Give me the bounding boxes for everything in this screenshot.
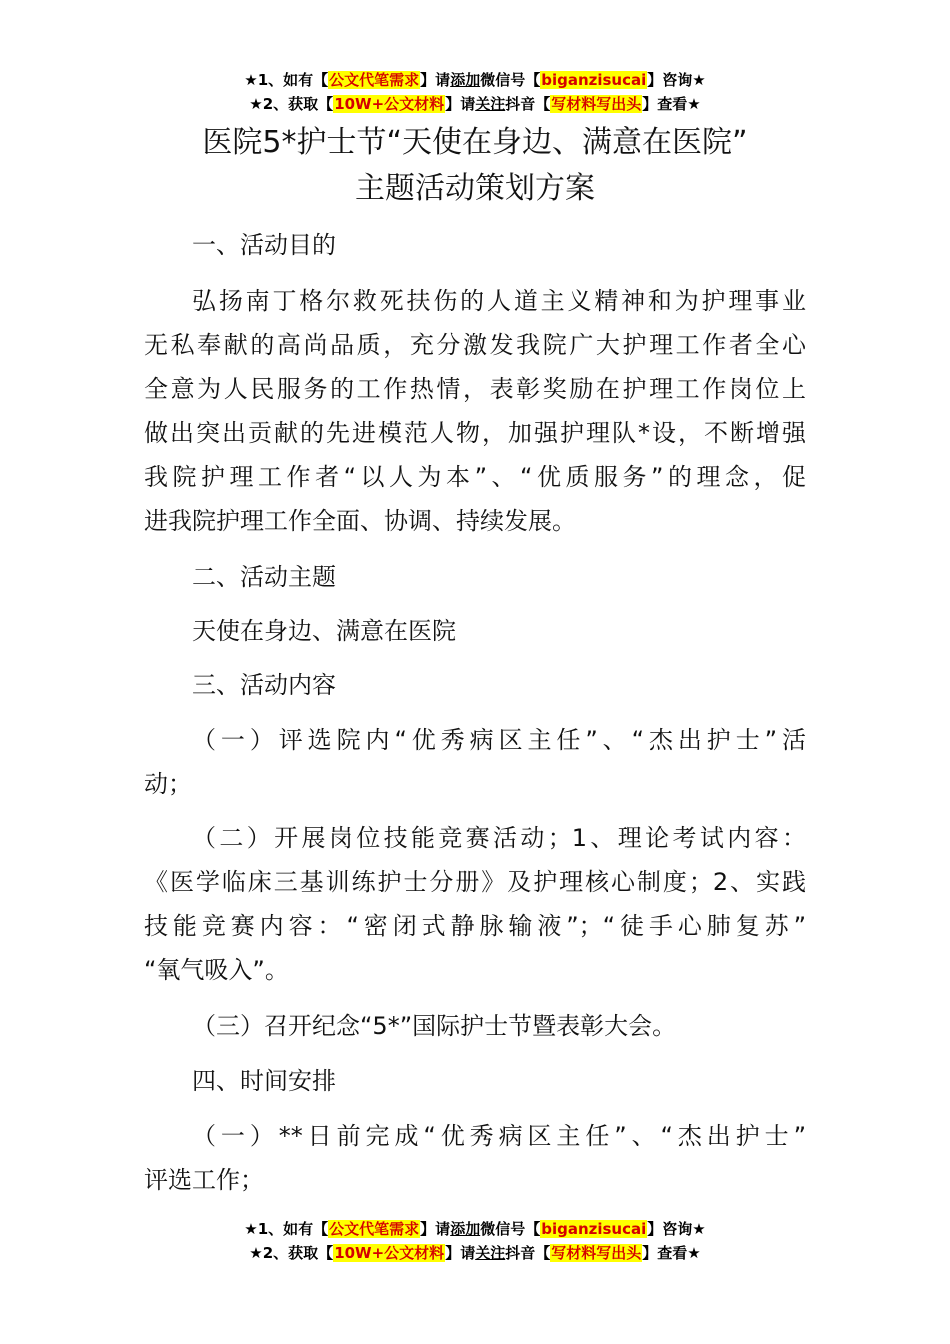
promo-banner-bottom [0,1217,950,1265]
promo-highlight: biganzisucai [541,71,647,89]
theme-text: 天使在身边、满意在医院 [192,617,456,645]
promo-highlight: 公文代笔需求 [329,1220,420,1238]
paragraph-line: “氧气吸入”。 [144,956,289,984]
section-heading-schedule: 四、时间安排 [192,1067,336,1095]
promo-text: 】请 [420,1220,451,1238]
paragraph-line: 技能竞赛内容：“密闭式静脉输液”；“徒手心肺复苏” [144,912,806,940]
promo-text: 】请 [420,71,451,89]
promo-highlight: 10W+公文材料 [334,1244,445,1262]
promo-highlight: 10W+公文材料 [334,95,445,113]
promo-underlined: 关注 [475,95,506,113]
promo-highlight: 写材料写出头 [551,1244,642,1262]
promo-text: 】请 [445,95,476,113]
promo-highlight: biganzisucai [541,1220,647,1238]
paragraph-line: 无私奉献的高尚品质，充分激发我院广大护理工作者全心 [144,331,806,359]
document-title-line-1: 医院5*护士节“天使在身边、满意在医院” [202,125,748,160]
promo-line-2 [0,92,950,116]
promo-text: 微信号【 [480,71,541,89]
paragraph-line: 全意为人民服务的工作热情，表彰奖励在护理工作岗位上 [144,375,806,403]
promo-highlight: 写材料写出头 [551,95,642,113]
promo-line-2 [0,1241,950,1265]
paragraph-line: 做出突出贡献的先进模范人物，加强护理队*设，不断增强 [144,419,806,447]
promo-text: 】查看★ [642,95,701,113]
promo-line-1 [0,68,950,92]
paragraph-line: 弘扬南丁格尔救死扶伤的人道主义精神和为护理事业 [192,287,806,315]
paragraph-line: （二）开展岗位技能竞赛活动；1、理论考试内容： [192,824,806,852]
promo-text: ★1、如有【 [244,71,329,89]
paragraph-line: （一）**日前完成“优秀病区主任”、“杰出护士” [192,1122,806,1150]
promo-text: 抖音【 [505,95,551,113]
paragraph-line: 《医学临床三基训练护士分册》及护理核心制度；2、实践 [144,868,806,896]
promo-text: 微信号【 [480,1220,541,1238]
promo-highlight: 公文代笔需求 [329,71,420,89]
promo-text: 抖音【 [505,1244,551,1262]
content-item-1 [144,718,806,806]
promo-text: ★1、如有【 [244,1220,329,1238]
content-item-2 [144,816,806,992]
paragraph-line: 我院护理工作者“以人为本”、“优质服务”的理念，促 [144,463,806,491]
promo-text: ★2、获取【 [249,95,334,113]
promo-banner-top [0,68,950,116]
schedule-item-1 [144,1114,806,1202]
section-heading-purpose: 一、活动目的 [192,231,336,259]
document-title-line-2: 主题活动策划方案 [355,171,595,206]
section-heading-content: 三、活动内容 [192,671,336,699]
paragraph-line: 进我院护理工作全面、协调、持续发展。 [144,507,576,535]
promo-text: 】咨询★ [647,1220,706,1238]
content-item-3: （三）召开纪念“5*”国际护士节暨表彰大会。 [192,1012,677,1040]
promo-text: 】请 [445,1244,476,1262]
promo-underlined: 添加 [450,71,481,89]
promo-underlined: 关注 [475,1244,506,1262]
paragraph-line: 评选工作； [144,1166,264,1194]
paragraph-line: 动； [144,770,192,798]
promo-text: 】咨询★ [647,71,706,89]
promo-line-1 [0,1217,950,1241]
promo-underlined: 添加 [450,1220,481,1238]
paragraph-purpose [144,279,806,543]
paragraph-line: （一）评选院内“优秀病区主任”、“杰出护士”活 [192,726,806,754]
promo-text: 】查看★ [642,1244,701,1262]
promo-text: ★2、获取【 [249,1244,334,1262]
section-heading-theme: 二、活动主题 [192,563,336,591]
